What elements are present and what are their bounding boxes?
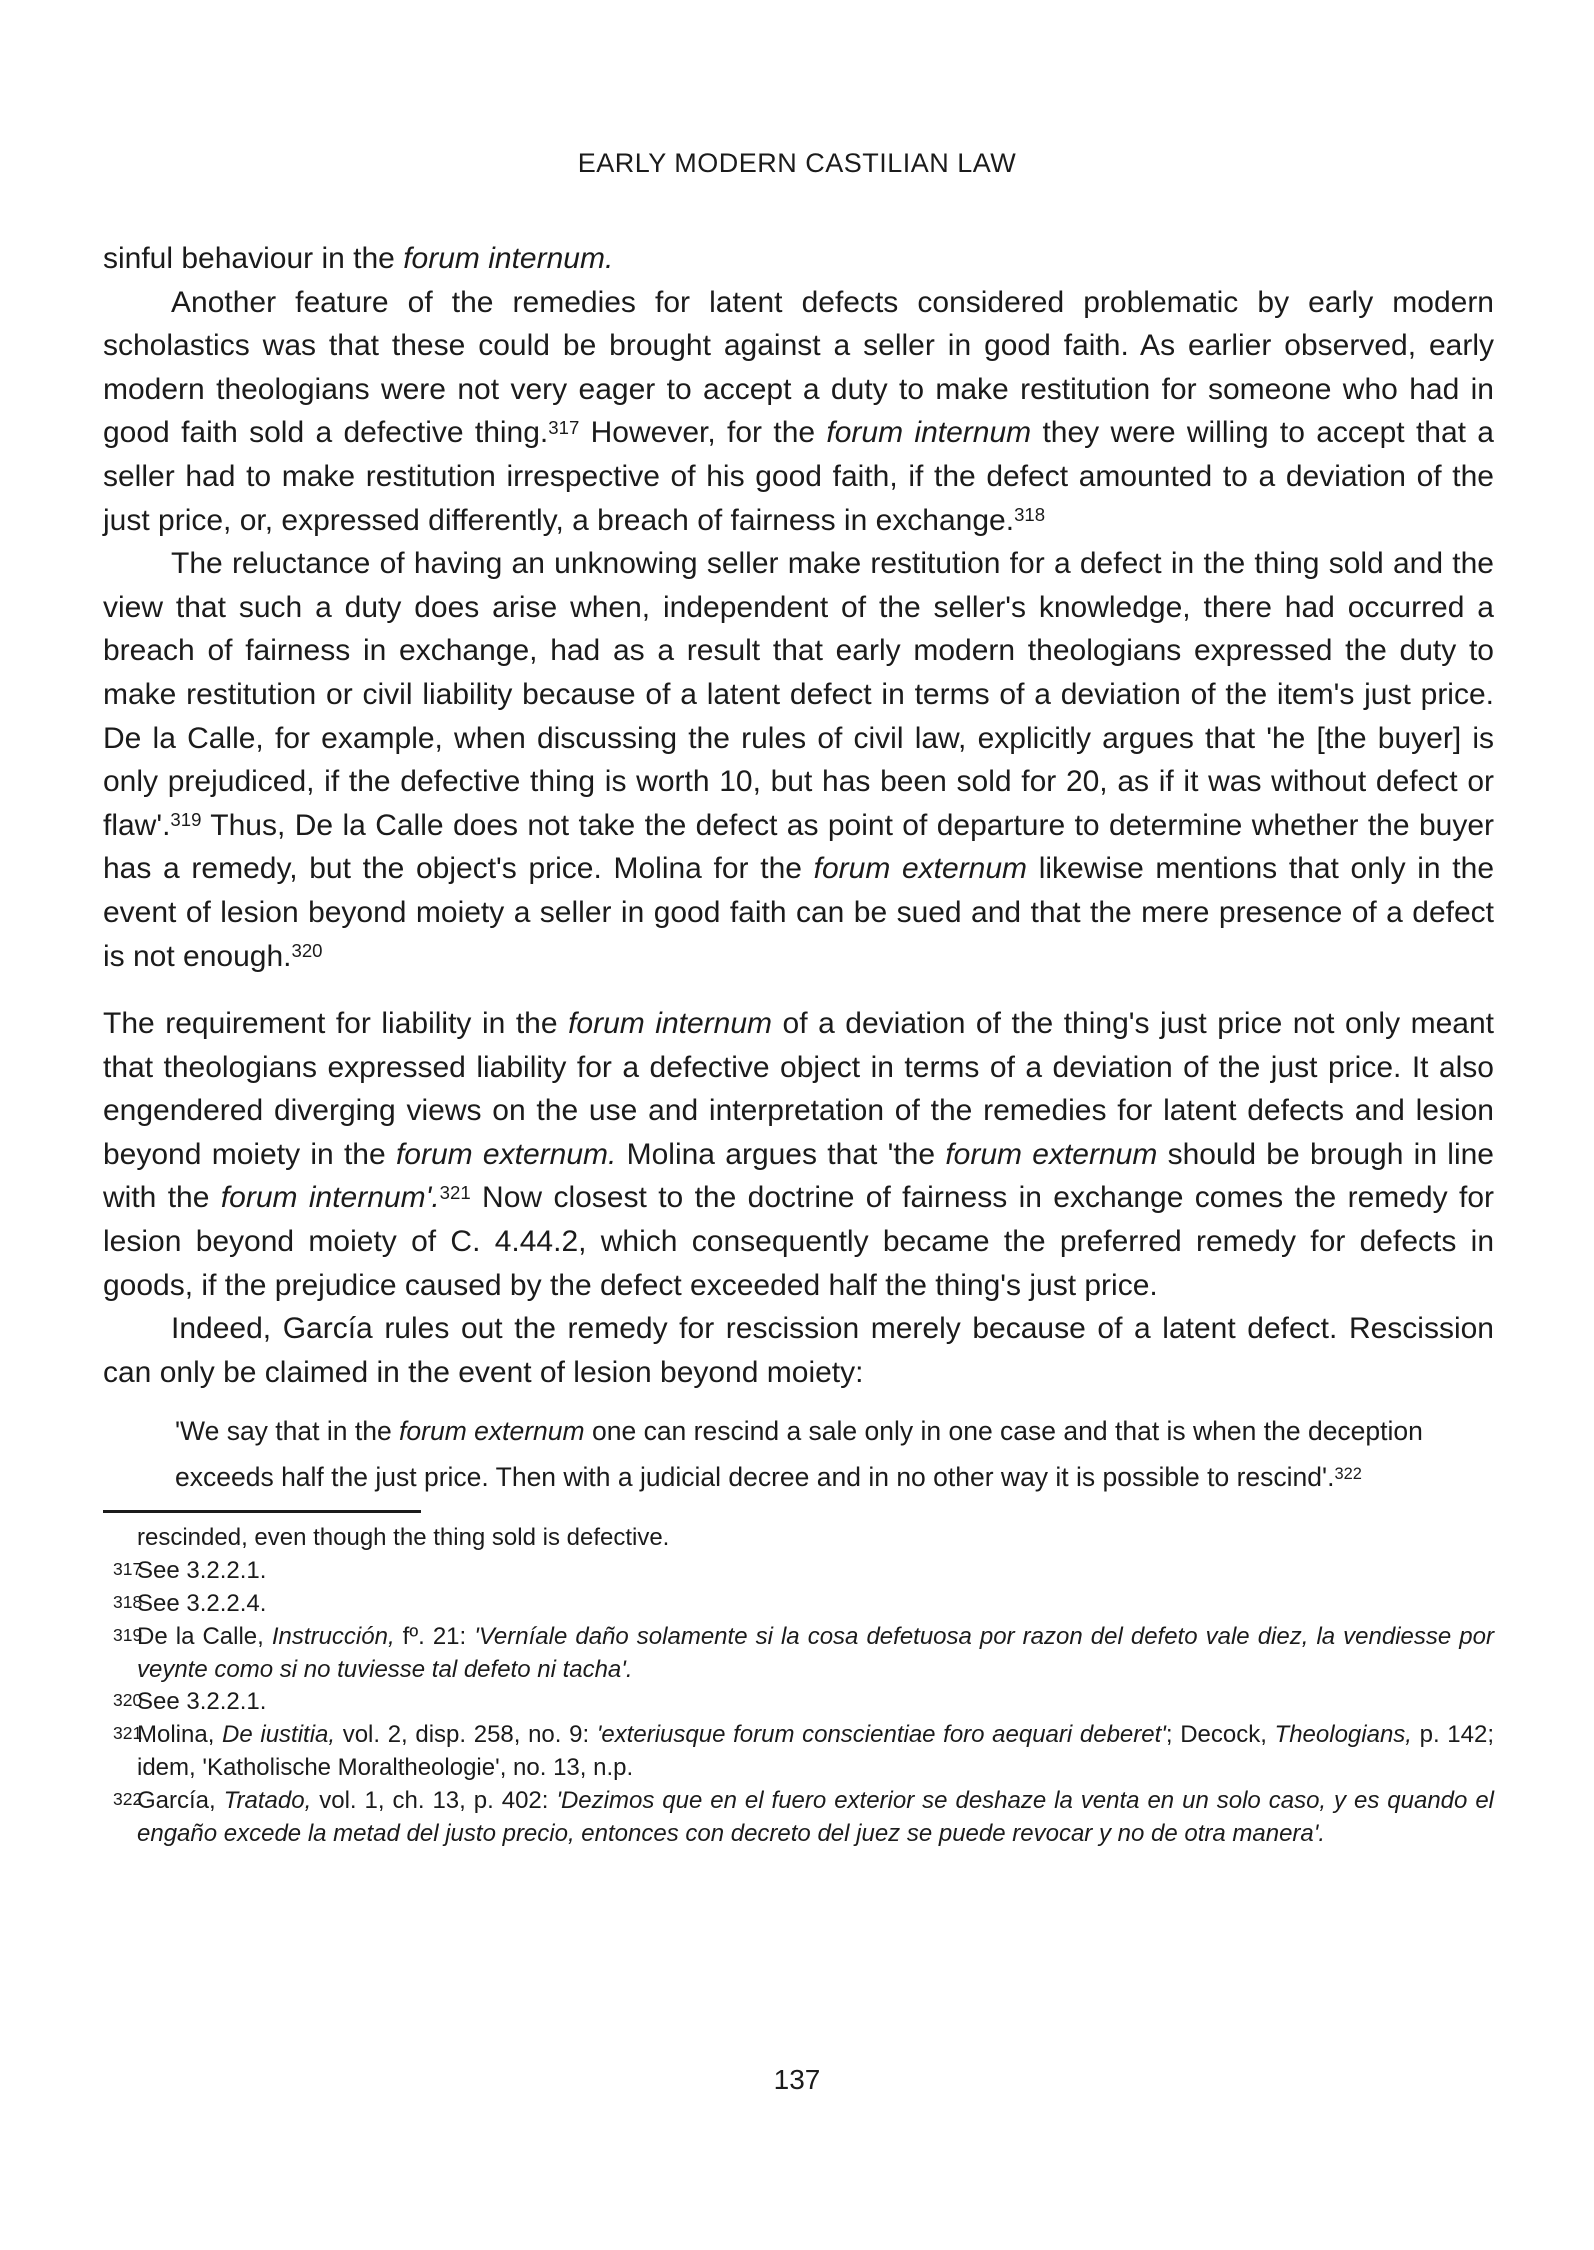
footnote-text bbox=[137, 1787, 1494, 1847]
text-run: García, bbox=[137, 1786, 224, 1814]
text-run: p. 142; idem, 'Katholische Moraltheologie', no. 13, n.p. bbox=[137, 1721, 1495, 1782]
text-run: of a deviation of the thing's just price not only meant that theologians expressed liability for a defective object in terms of a deviation of the just price. It also engendered diverging views on the use and interpretation of the remedies for latent defects and lesion beyond moiety in the bbox=[103, 1007, 1494, 1171]
footnote-number: 317 bbox=[113, 1559, 143, 1580]
footnote-list bbox=[103, 1555, 1494, 1850]
text-run: fº. 21: bbox=[394, 1622, 475, 1650]
text-run: See 3.2.2.4. bbox=[137, 1590, 267, 1618]
footnote-text bbox=[137, 1721, 1494, 1781]
footnote-number: 320 bbox=[113, 1690, 143, 1711]
text-run: forum externum bbox=[945, 1137, 1158, 1171]
text-run: one can rescind a sale only in one case and that is when the deception exceeds half the just price. Then with a judicial decree and in no other way it is possible to rescind'. bbox=[175, 1416, 1423, 1493]
text-run: 'We say that in the bbox=[175, 1416, 400, 1447]
footnote-text bbox=[137, 1557, 266, 1584]
page-number: 137 bbox=[773, 2064, 821, 2095]
footnote-text bbox=[137, 1688, 266, 1715]
footnote-item-321 bbox=[103, 1719, 1494, 1785]
text-run: forum externum bbox=[399, 1416, 585, 1447]
text-run: forum externum bbox=[813, 852, 1028, 886]
footnote-item-319 bbox=[103, 1621, 1494, 1687]
text-run: likewise mentions that only in the event of lesion beyond moiety a seller in good faith can be sued and that the mere presence of a defect is not enough. bbox=[103, 852, 1494, 973]
text-run: Molina, bbox=[137, 1721, 223, 1749]
text-run: forum externum. bbox=[395, 1137, 617, 1171]
text-run: The requirement for liability in the bbox=[103, 1007, 569, 1041]
block-quote bbox=[175, 1408, 1437, 1500]
body-paragraph-2 bbox=[103, 281, 1494, 543]
footnote-ref: 318 bbox=[1014, 504, 1046, 526]
text-run: Thus, De la Calle does not take the defect as point of departure to determine whether the buyer has a remedy, but the object's price. Molina for the bbox=[103, 808, 1494, 886]
text-run: De la Calle, bbox=[137, 1622, 272, 1650]
footnote-item-320 bbox=[103, 1686, 1494, 1719]
footnote-ref: 319 bbox=[170, 809, 202, 831]
text-run: The reluctance of having an unknowing seller make restitution for a defect in the thing sold and the view that such a duty does arise when, independent of the seller's knowledge, there had occurred a breach of fairness in exchange, had as a result that early modern theologians expressed the duty to make restitution or civil liability because of a latent defect in terms of a deviation of the item's just price. De la Calle, for example, when discussing the rules of civil law, explicitly argues that 'he [the buyer] is only prejudiced, if the defective thing is worth 10, but has been sold for 20, as if it was without defect or flaw'. bbox=[103, 547, 1494, 842]
footnote-continuation: rescinded, even though the thing sold is defective. bbox=[137, 1524, 670, 1552]
text-run: Theologians, bbox=[1274, 1721, 1412, 1749]
text-run: forum internum bbox=[826, 416, 1032, 450]
footnote-item-317 bbox=[103, 1555, 1494, 1588]
text-run: Another feature of the remedies for latent defects considered problematic by early modern scholastics was that these could be brought against a seller in good faith. As earlier observed, early modern theologians were not very eager to accept a duty to make restitution for someone who had in good faith sold a defective thing. bbox=[103, 285, 1494, 450]
text-run: sinful behaviour in the bbox=[103, 242, 404, 275]
footnote-ref: 322 bbox=[1334, 1465, 1362, 1484]
footnote-number: 318 bbox=[113, 1592, 143, 1613]
footnote-item-318 bbox=[103, 1588, 1494, 1621]
text-run: 'Dezimos que en el fuero exterior se deshaze la venta en un solo caso, y es quando el engaño excede la metad del justo precio, entonces con decreto del juez se puede revocar y no de otra manera'. bbox=[137, 1786, 1495, 1847]
footnote-separator-rule bbox=[103, 1510, 421, 1513]
text-run: they were willing to accept that a seller had to make restitution irrespective of his good faith, if the defect amounted to a deviation of the just price, or, expressed differently, a breach of fairness in exchange. bbox=[103, 416, 1494, 537]
text-run: De iustitia, bbox=[222, 1721, 336, 1749]
body-paragraph-1 bbox=[103, 237, 1494, 281]
text-run: ; Decock, bbox=[1165, 1721, 1275, 1749]
text-run: Instrucción, bbox=[271, 1622, 395, 1650]
footnote-text bbox=[137, 1623, 1494, 1683]
text-run: See 3.2.2.1. bbox=[137, 1688, 267, 1716]
text-run: However, for the bbox=[579, 416, 827, 450]
footnote-text bbox=[137, 1590, 266, 1617]
text-run: should be brough in line with the bbox=[103, 1137, 1494, 1215]
footnote-ref: 317 bbox=[548, 417, 580, 439]
text-run: Indeed, García rules out the remedy for rescission merely because of a latent defect. Rescission can only be claimed in the event of lesion beyond moiety: bbox=[103, 1312, 1494, 1389]
text-run: forum internum'. bbox=[220, 1181, 440, 1215]
text-run: Molina argues that 'the bbox=[616, 1137, 946, 1171]
text-run: 'Verníale daño solamente si la cosa defetuosa por razon del defeto vale diez, la vendiesse por veynte como si no tuviesse tal defeto ni tacha'. bbox=[137, 1622, 1494, 1683]
page-content bbox=[103, 237, 1494, 1850]
footnote-number: 321 bbox=[113, 1723, 143, 1744]
body-paragraph-5 bbox=[103, 1307, 1494, 1394]
footnote-item-322 bbox=[103, 1785, 1494, 1851]
text-run: Tratado, bbox=[223, 1786, 312, 1814]
body-text bbox=[103, 237, 1494, 1394]
text-run: Now closest to the doctrine of fairness in exchange comes the remedy for lesion beyond moiety of C. 4.44.2, which consequently became the preferred remedy for defects in goods, if the prejudice caused by the defect exceeded half the thing's just price. bbox=[103, 1181, 1494, 1302]
footnote-number: 322 bbox=[113, 1788, 143, 1809]
running-header: EARLY MODERN CASTILIAN LAW bbox=[577, 148, 1017, 178]
text-run: forum internum. bbox=[403, 242, 614, 275]
text-run: vol. 1, ch. 13, p. 402: bbox=[311, 1786, 557, 1814]
text-run: See 3.2.2.1. bbox=[137, 1557, 267, 1585]
text-run: forum internum bbox=[568, 1007, 772, 1041]
body-paragraph-4 bbox=[103, 1002, 1494, 1307]
text-run: vol. 2, disp. 258, no. 9: bbox=[335, 1721, 597, 1749]
footnote-number: 319 bbox=[113, 1624, 143, 1645]
footnote-ref: 320 bbox=[291, 940, 323, 962]
text-run: 'exteriusque forum conscientiae foro aequari deberet' bbox=[596, 1721, 1166, 1749]
footnote-ref: 321 bbox=[439, 1182, 471, 1204]
body-paragraph-3 bbox=[103, 542, 1494, 978]
footnotes bbox=[103, 1522, 1494, 1850]
